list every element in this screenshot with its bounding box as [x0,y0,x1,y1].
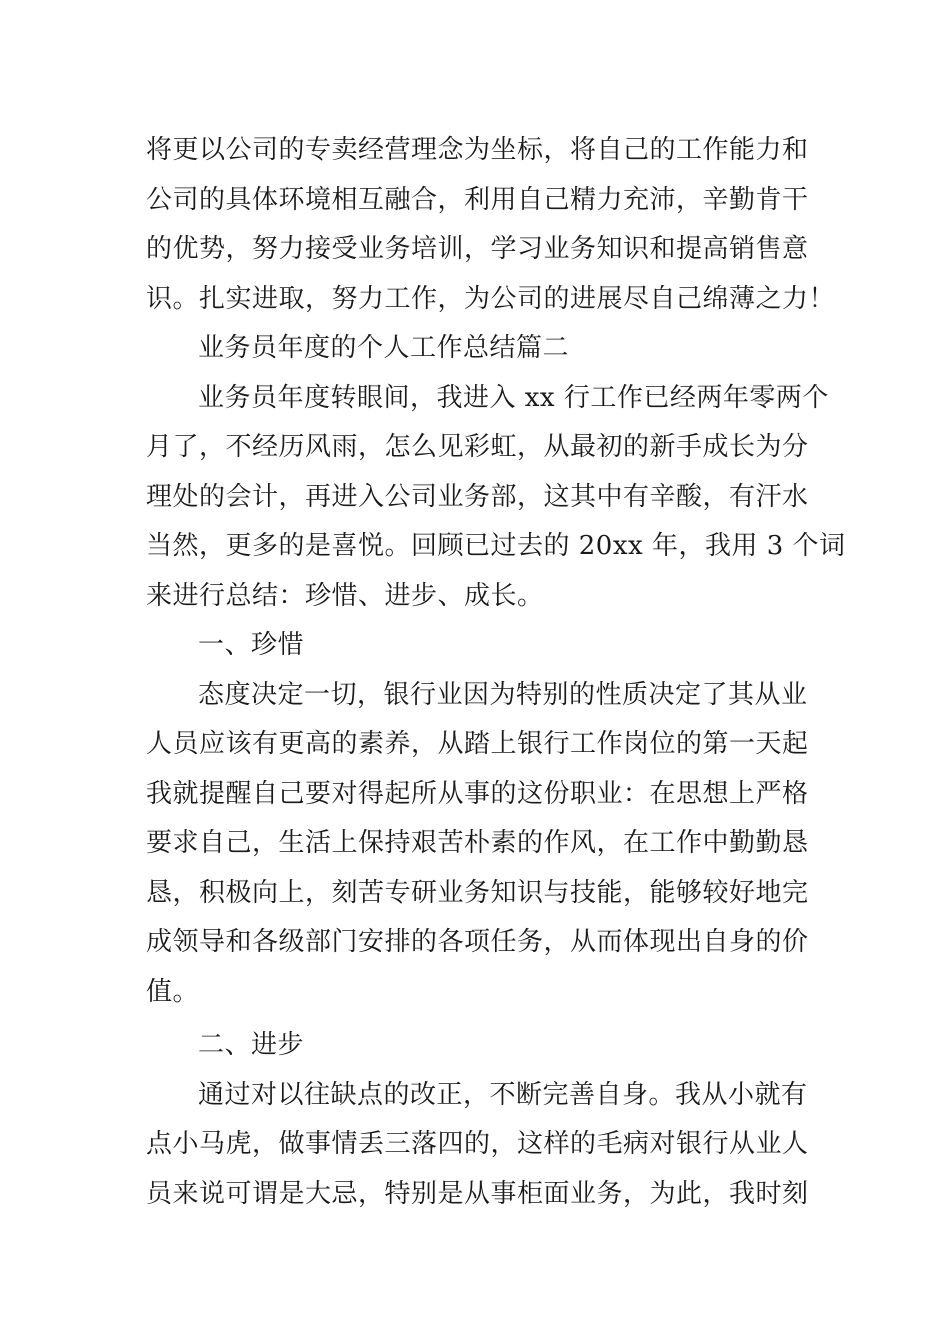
text-line: 的优势，努力接受业务培训，学习业务知识和提高销售意 [146,234,809,264]
section-heading: 业务员年度的个人工作总结篇二 [198,333,570,363]
text-line: 月了，不经历风雨，怎么见彩虹，从最初的新手成长为分 [146,432,809,462]
section-heading: 一、珍惜 [198,630,305,660]
text-line: 态度决定一切，银行业因为特别的性质决定了其从业 [198,679,808,710]
text-line: 员来说可谓是大忌，特别是从事柜面业务，为此，我时刻 [146,1178,809,1209]
text-line: 点小马虎，做事情丢三落四的，这样的毛病对银行从业人 [146,1129,809,1159]
text-line: 通过对以往缺点的改正，不断完善自身。我从小就有 [198,1079,808,1110]
text-line: 人员应该有更高的素养，从踏上银行工作岗位的第一天起 [146,729,809,759]
text-line: 我就提醒自己要对得起所从事的这份职业：在思想上严格 [146,778,809,809]
text-line: 来进行总结：珍惜、进步、成长。 [146,580,544,611]
text-line: 成领导和各级部门安排的各项任务，从而体现出自身的价 [146,927,809,957]
text-line: 要求自己，生活上保持艰苦朴素的作风，在工作中勤勤恳 [146,828,809,858]
section-heading: 二、进步 [198,1030,305,1060]
text-line: 公司的具体环境相互融合，利用自己精力充沛，辛勤肯干 [146,184,809,215]
text-line: 当然，更多的是喜悦。回顾已过去的 20xx 年，我用 3 个词 [146,531,846,561]
text-line: 业务员年度转眼间，我进入 xx 行工作已经两年零两个 [198,382,829,413]
text-line: 将更以公司的专卖经营理念为坐标，将自己的工作能力和 [146,135,809,165]
text-line: 恳，积极向上，刻苦专研业务知识与技能，能够较好地完 [146,877,809,908]
text-line: 识。扎实进取，努力工作，为公司的进展尽自己绵薄之力！ [146,283,836,314]
text-line: 值。 [146,976,200,1007]
document-body [146,126,846,1219]
text-line: 理处的会计，再进入公司业务部，这其中有辛酸，有汗水 [146,481,809,512]
